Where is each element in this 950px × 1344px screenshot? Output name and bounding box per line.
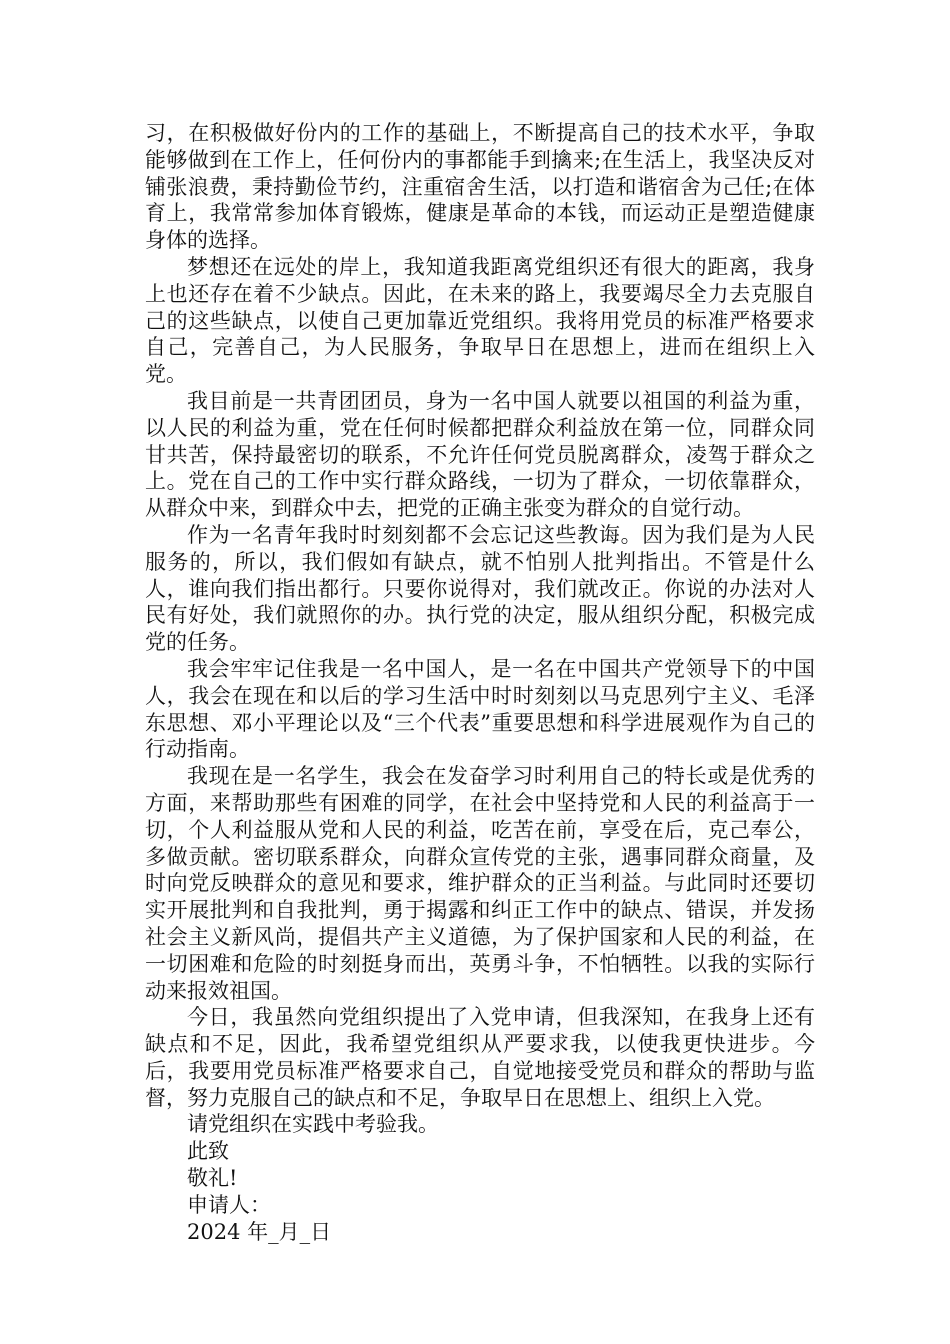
letter-body (145, 120, 815, 1245)
paragraph-5: 我会牢牢记住我是一名中国人，是一名在中国共产党领导下的中国人，我会在现在和以后的学习生活中时时刻刻以马克思列宁主义、毛泽东思想、邓小平理论以及“三个代表”重要思想和科学进展观作为自己的行动指南。 (145, 656, 815, 762)
paragraph-2: 梦想还在远处的岸上，我知道我距离党组织还有很大的距离，我身上也还存在着不少缺点。因此，在未来的路上，我要竭尽全力去克服自己的这些缺点，以使自己更加靠近党组织。我将用党员的标准严格要求自己，完善自己，为人民服务，争取早日在思想上，进而在组织上入党。 (145, 254, 815, 387)
paragraph-4: 作为一名青年我时时刻刻都不会忘记这些教诲。因为我们是为人民服务的，所以，我们假如有缺点，就不怕别人批判指出。不管是什么人，谁向我们指出都行。只要你说得对，我们就改正。你说的办法对人民有好处，我们就照你的办。执行党的决定，服从组织分配，积极完成党的任务。 (145, 522, 815, 655)
applicant-line: 申请人： (187, 1192, 271, 1217)
paragraph-6: 我现在是一名学生，我会在发奋学习时利用自己的特长或是优秀的方面，来帮助那些有困难的同学，在社会中坚持党和人民的利益高于一切，个人利益服从党和人民的利益，吃苦在前，享受在后，克己奉公，多做贡献。密切联系群众，向群众宣传党的主张，遇事同群众商量，及时向党反映群众的意见和要求，维护群众的正当利益。与此同时还要切实开展批判和自我批判，勇于揭露和纠正工作中的缺点、错误，并发扬社会主义新风尚，提倡共产主义道德，为了保护国家和人民的利益，在一切困难和危险的时刻挺身而出，英勇斗争，不怕牺牲。以我的实际行动来报效祖国。 (145, 764, 815, 1003)
paragraph-1: 习，在积极做好份内的工作的基础上，不断提高自己的技术水平，争取能够做到在工作上，任何份内的事都能手到擒来;在生活上，我坚决反对铺张浪费，秉持勤俭节约，注重宿舍生活，以打造和谐宿舍为己任;在体育上，我常常参加体育锻炼，健康是革命的本钱，而运动正是塑造健康身体的选择。 (145, 121, 815, 253)
closing-salutation: 此致 (187, 1139, 229, 1164)
letter-closing (145, 1111, 815, 1245)
paragraph-7: 今日，我虽然向党组织提出了入党申请，但我深知，在我身上还有缺点和不足，因此，我希望党组织从严要求我，以使我更快进步。今后，我要用党员标准严格要求自己，自觉地接受党员和群众的帮助与监督，努力克服自己的缺点和不足，争取早日在思想上、组织上入党。 (145, 1005, 815, 1110)
paragraph-3: 我目前是一共青团团员，身为一名中国人就要以祖国的利益为重，以人民的利益为重，党在任何时候都把群众利益放在第一位，同群众同甘共苦，保持最密切的联系，不允许任何党员脱离群众，凌驾于群众之上。党在自己的工作中实行群众路线，一切为了群众，一切依靠群众，从群众中来，到群众中去，把党的正确主张变为群众的自觉行动。 (145, 388, 815, 521)
date-line: 2024 年_月_日 (187, 1219, 332, 1244)
closing-request: 请党组织在实践中考验我。 (187, 1112, 439, 1137)
closing-regards: 敬礼! (187, 1166, 238, 1191)
